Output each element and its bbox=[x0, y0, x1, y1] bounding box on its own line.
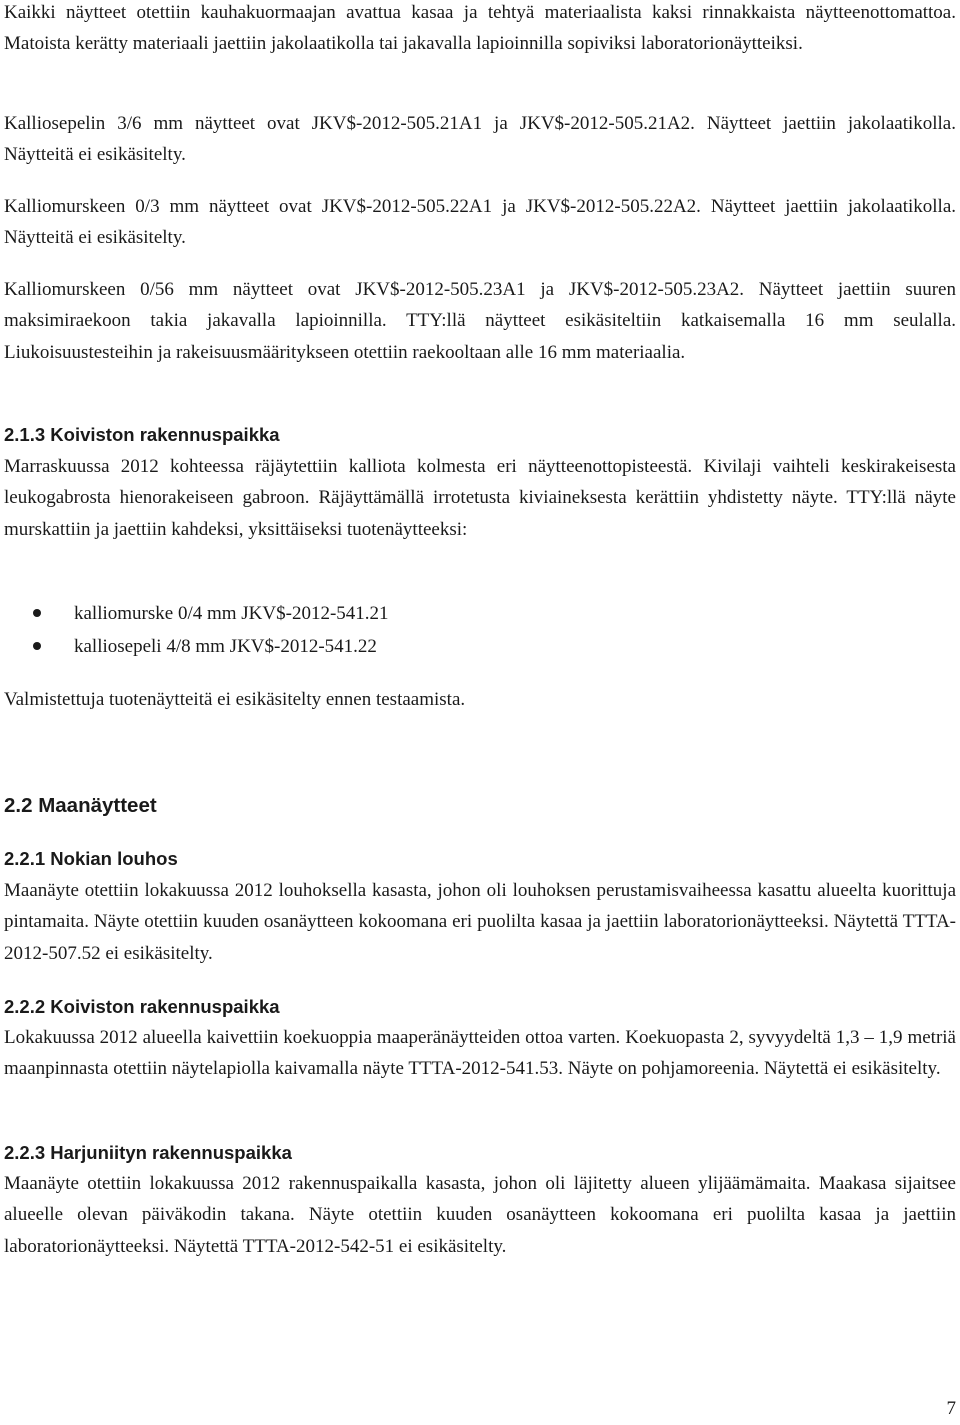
heading-2-1-3: 2.1.3 Koiviston rakennuspaikka bbox=[4, 424, 280, 445]
paragraph-kalliomurske-0-56: Kalliomurskeen 0/56 mm näytteet ovat JKV$-2012-505.23A1 ja JKV$-2012-505.23A2. Näytteet jaettiin suuren maksimiraekoon takia jakavalla lapioinnilla. TTY:llä näytteet esikäsiteltiin katkaisemalla 16 mm seulalla. Liukoisuustesteihin ja rakeisuusmääritykseen otettiin raekooltaan alle 16 mm materiaalia. bbox=[4, 279, 956, 363]
sample-list bbox=[4, 597, 389, 663]
heading-2-2-3: 2.2.3 Harjuniityn rakennuspaikka bbox=[4, 1142, 292, 1163]
paragraph-koivisto-soil: Lokakuussa 2012 alueella kaivettiin koekuoppia maaperänäytteiden ottoa varten. Koekuopasta 2, syvyydeltä 1,3 – 1,9 metriä maanpinnasta otettiin näytelapiolla kaivamalla näyte TTTA-2012-541.53. Näyte on pohjamoreenia. Näytettä ei esikäsitelty. bbox=[4, 1027, 956, 1080]
bullet-icon bbox=[33, 609, 41, 617]
list-item: kalliosepeli 4/8 mm JKV$-2012-541.22 bbox=[4, 630, 389, 663]
heading-2-2: 2.2 Maanäytteet bbox=[4, 794, 157, 817]
page-number: 7 bbox=[946, 1398, 956, 1419]
paragraph-harjuniitty-soil: Maanäyte otettiin lokakuussa 2012 rakennuspaikalla kasasta, johon oli läjitetty alueen ylijäämämaita. Maakasa sijaitsee alueelle olevan päiväkodin takana. Näyte otettiin kuuden osanäytteen kokoomana eri puolilta kasaa ja jaettiin laboratorionäytteeksi. Näytettä TTTA-2012-542-51 ei esikäsitelty. bbox=[4, 1173, 956, 1257]
list-item: kalliomurske 0/4 mm JKV$-2012-541.21 bbox=[4, 597, 389, 630]
paragraph-kalliomurske-0-3: Kalliomurskeen 0/3 mm näytteet ovat JKV$-2012-505.22A1 ja JKV$-2012-505.22A2. Näytteet jaettiin jakolaatikolla. Näytteitä ei esikäsitelty. bbox=[4, 196, 956, 249]
paragraph-koivisto-rock: Marraskuussa 2012 kohteessa räjäytettiin kalliota kolmesta eri näytteenottopisteestä. Kivilaji vaihteli keskirakeisesta leukogabrosta hienorakeiseen gabroon. Räjäyttämällä irrotetusta kiviaineksesta kerättiin yhdistetty näyte. TTY:llä näyte murskattiin ja jaettiin kahdeksi, yksittäiseksi tuotenäytteeksi: bbox=[4, 456, 956, 540]
heading-2-2-2: 2.2.2 Koiviston rakennuspaikka bbox=[4, 996, 280, 1017]
paragraph-nokia-quarry: Maanäyte otettiin lokakuussa 2012 louhoksella kasasta, johon oli louhoksen perustamisvaiheessa kasattu alueelta kuorittuja pintamaita. Näyte otettiin kuuden osanäytteen kokoomana eri puolilta kasaa ja jaettiin laboratorionäytteeksi. Näytettä TTTA-2012-507.52 ei esikäsitelty. bbox=[4, 880, 956, 964]
paragraph-kalliosepeli-3-6: Kalliosepelin 3/6 mm näytteet ovat JKV$-2012-505.21A1 ja JKV$-2012-505.21A2. Näytteet jaettiin jakolaatikolla. Näytteitä ei esikäsitelty. bbox=[4, 113, 956, 166]
paragraph-no-pretreatment: Valmistettuja tuotenäytteitä ei esikäsitelty ennen testaamista. bbox=[4, 689, 466, 710]
heading-2-2-1: 2.2.1 Nokian louhos bbox=[4, 848, 178, 869]
paragraph-sampling-method: Kaikki näytteet otettiin kauhakuormaajan avattua kasaa ja tehtyä materiaalista kaksi rinnakkaista näytteenottomattoa. Matoista kerätty materiaali jaettiin jakolaatikolla tai jakavalla lapioinnilla sopiviksi laboratorionäytteiksi. bbox=[4, 2, 956, 55]
bullet-icon bbox=[33, 642, 41, 650]
